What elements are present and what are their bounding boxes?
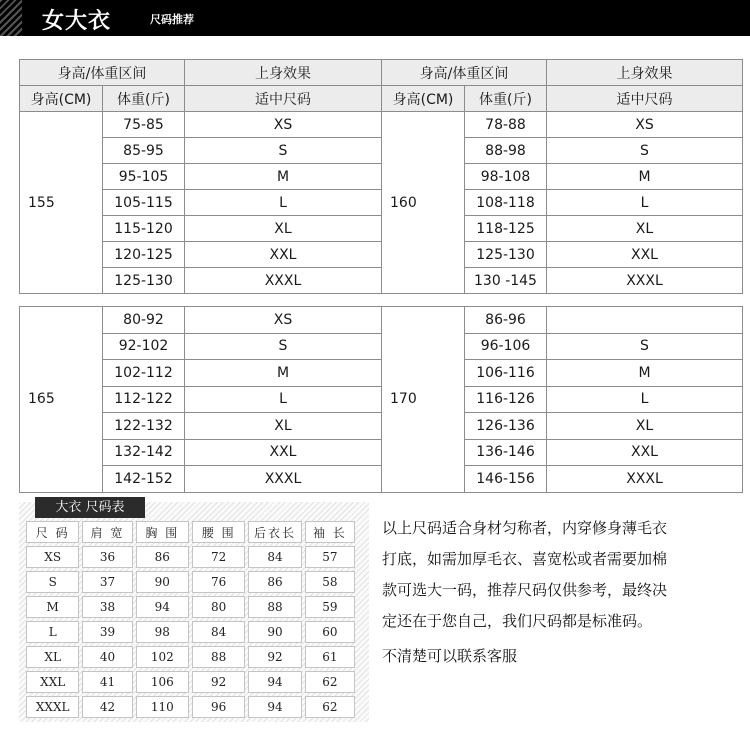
header-fit-effect: 上身效果 [185,60,382,86]
weight-cell: 96-106 [465,333,547,360]
weight-cell: 95-105 [103,164,185,190]
coat-size-table [23,518,358,721]
coat-measure-cell: 90 [248,621,301,643]
table-row [20,413,743,440]
coat-row [26,696,355,718]
coat-measure-cell: 94 [248,671,301,693]
table-row [20,112,743,138]
header-size: 适中尺码 [185,86,382,112]
weight-cell: 130 -145 [465,268,547,294]
size-cell: XL [185,413,382,440]
table-row [20,333,743,360]
coat-measure-cell: 62 [305,671,355,693]
size-note [382,513,744,672]
table-row [20,466,743,493]
coat-measure-cell: 76 [192,571,245,593]
weight-cell: 136-146 [465,439,547,466]
size-cell: S [185,138,382,164]
coat-measure-cell: 84 [248,546,301,568]
weight-cell: 132-142 [103,439,185,466]
coat-header-cell: 肩 宽 [82,521,132,543]
height-cell: 170 [382,307,465,493]
weight-cell: 106-116 [465,360,547,387]
size-cell: S [547,333,743,360]
weight-cell: 122-132 [103,413,185,440]
coat-body [26,521,355,718]
weight-cell: 120-125 [103,242,185,268]
coat-table-label: 大衣 尺码表 [35,497,145,518]
page-title: 女大衣 [42,9,112,34]
size-cell: XS [185,307,382,334]
size-cell: XXL [547,242,743,268]
coat-header-cell: 胸 围 [136,521,189,543]
table-row [20,138,743,164]
coat-measure-cell: 94 [248,696,301,718]
table-row [20,242,743,268]
weight-cell: 108-118 [465,190,547,216]
coat-measure-cell: 36 [82,546,132,568]
note-line: 定还在于您自己，我们尺码都是标准码。 [382,612,653,630]
table-row [20,164,743,190]
coat-measure-cell: 42 [82,696,132,718]
coat-measure-cell: 72 [192,546,245,568]
height-cell: 155 [20,112,103,294]
coat-header-row [26,521,355,543]
size-cell: XXXL [185,268,382,294]
size-cell: XXXL [185,466,382,493]
size-cell: XS [185,112,382,138]
table-row [20,386,743,413]
size-cell: M [547,164,743,190]
size-cell: L [185,190,382,216]
weight-cell: 116-126 [465,386,547,413]
header-weight: 体重(斤) [465,86,547,112]
coat-header-cell: 后衣长 [248,521,301,543]
weight-cell: 125-130 [103,268,185,294]
weight-cell: 115-120 [103,216,185,242]
size-cell: L [547,386,743,413]
weight-cell: 85-95 [103,138,185,164]
coat-measure-cell: 106 [136,671,189,693]
weight-cell: 105-115 [103,190,185,216]
size-recommendation-table-top [19,59,743,294]
coat-measure-cell: 37 [82,571,132,593]
header-bar [0,0,750,36]
weight-cell: 102-112 [103,360,185,387]
header-size: 适中尺码 [547,86,743,112]
coat-measure-cell: 96 [192,696,245,718]
coat-measure-cell: 80 [192,596,245,618]
coat-measure-cell: 61 [305,646,355,668]
coat-measure-cell: 110 [136,696,189,718]
coat-measure-cell: 40 [82,646,132,668]
coat-measure-cell: 60 [305,621,355,643]
size-cell: XXXL [547,466,743,493]
table-row [20,439,743,466]
coat-header-cell: 腰 围 [192,521,245,543]
header-height-weight-range: 身高/体重区间 [20,60,185,86]
header-height-weight-range: 身高/体重区间 [382,60,547,86]
page-subtitle: 尺码推荐 [150,13,194,26]
note-line: 以上尺码适合身材匀称者，内穿修身薄毛衣 [382,519,668,537]
size-cell: S [185,333,382,360]
size-cell: L [547,190,743,216]
coat-measure-cell: 92 [192,671,245,693]
coat-measure-cell: 58 [305,571,355,593]
size-cell: XL [185,216,382,242]
size-cell: XS [547,112,743,138]
coat-size-cell: XS [26,546,79,568]
coat-measure-cell: 38 [82,596,132,618]
coat-measure-cell: 86 [248,571,301,593]
weight-cell: 78-88 [465,112,547,138]
size-cell: M [185,164,382,190]
coat-row [26,646,355,668]
note-line: 款可选大一码，推荐尺码仅供参考，最终决 [382,581,668,599]
coat-measure-cell: 86 [136,546,189,568]
coat-measure-cell: 92 [248,646,301,668]
header-weight: 体重(斤) [103,86,185,112]
size-cell: M [185,360,382,387]
weight-cell: 80-92 [103,307,185,334]
size-cell: XXL [547,439,743,466]
size-cell: XXL [185,439,382,466]
coat-row [26,571,355,593]
table-row [20,307,743,334]
coat-measure-cell: 41 [82,671,132,693]
weight-cell: 86-96 [465,307,547,334]
coat-row [26,671,355,693]
coat-size-cell: M [26,596,79,618]
size-recommendation-table-bottom [19,306,743,493]
coat-header-cell: 袖 长 [305,521,355,543]
size-cell: M [547,360,743,387]
size-cell: XXXL [547,268,743,294]
weight-cell: 88-98 [465,138,547,164]
size-cell [547,307,743,334]
coat-header-cell: 尺 码 [26,521,79,543]
table-row [20,268,743,294]
size-cell: XL [547,413,743,440]
contact-note: 不清楚可以联系客服 [382,647,518,665]
weight-cell: 98-108 [465,164,547,190]
coat-measure-cell: 88 [192,646,245,668]
coat-size-cell: XXL [26,671,79,693]
weight-cell: 146-156 [465,466,547,493]
coat-measure-cell: 98 [136,621,189,643]
coat-measure-cell: 84 [192,621,245,643]
height-cell: 160 [382,112,465,294]
coat-measure-cell: 62 [305,696,355,718]
header-decoration [0,0,22,36]
weight-cell: 125-130 [465,242,547,268]
bottom-body [20,307,743,493]
weight-cell: 126-136 [465,413,547,440]
note-line: 打底，如需加厚毛衣、喜宽松或者需要加棉 [382,550,668,568]
coat-row [26,621,355,643]
coat-size-cell: L [26,621,79,643]
header-height: 身高(CM) [382,86,465,112]
table-row [20,360,743,387]
coat-row [26,546,355,568]
weight-cell: 92-102 [103,333,185,360]
coat-measure-cell: 102 [136,646,189,668]
coat-measure-cell: 90 [136,571,189,593]
coat-measure-cell: 39 [82,621,132,643]
weight-cell: 142-152 [103,466,185,493]
weight-cell: 112-122 [103,386,185,413]
size-cell: XXL [185,242,382,268]
coat-row [26,596,355,618]
weight-cell: 75-85 [103,112,185,138]
size-cell: L [185,386,382,413]
header-height: 身高(CM) [20,86,103,112]
coat-measure-cell: 88 [248,596,301,618]
header-fit-effect: 上身效果 [547,60,743,86]
coat-measure-cell: 94 [136,596,189,618]
coat-size-cell: XXXL [26,696,79,718]
coat-size-cell: XL [26,646,79,668]
coat-measure-cell: 57 [305,546,355,568]
size-cell: XL [547,216,743,242]
size-cell: S [547,138,743,164]
table-row [20,216,743,242]
height-cell: 165 [20,307,103,493]
coat-size-cell: S [26,571,79,593]
weight-cell: 118-125 [465,216,547,242]
coat-measure-cell: 59 [305,596,355,618]
table-row [20,190,743,216]
